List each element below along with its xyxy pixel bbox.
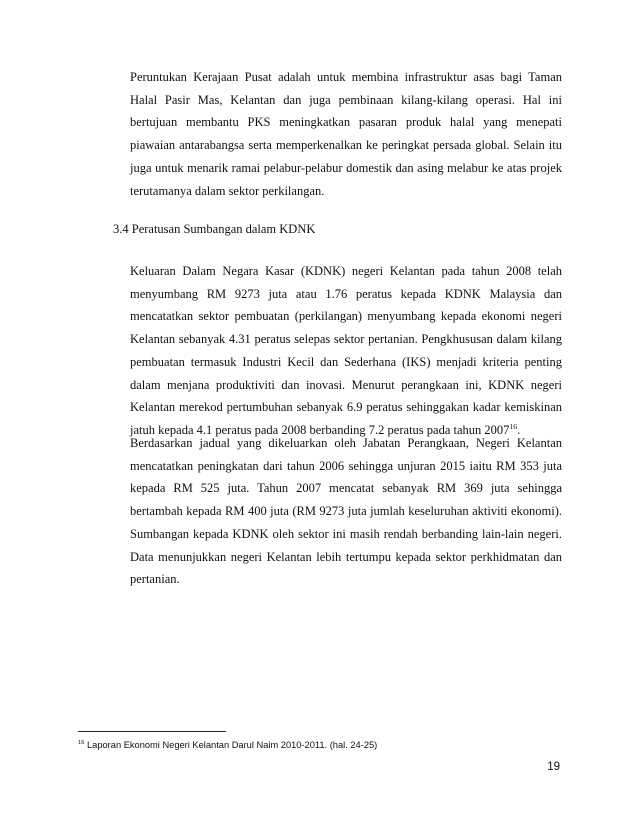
text-line: mencatatkan sektor pembuatan (perkilangan) menyumbang kepada ekonomi negeri xyxy=(130,309,562,324)
text-line: dalam menjana produktiviti dan inovasi. Menurut perangkaan ini, KDNK negeri xyxy=(130,377,562,392)
text-line: Berdasarkan jadual yang dikeluarkan oleh Jabatan Perangkaan, Negeri Kelantan xyxy=(130,436,562,450)
paragraph-kdnk xyxy=(130,260,562,442)
section-heading: 3.4 Peratusan Sumbangan dalam KDNK xyxy=(113,222,316,236)
footnote-divider xyxy=(78,731,226,732)
text-line: pertanian. xyxy=(130,572,180,587)
end-punctuation: . xyxy=(517,422,521,437)
footnote-number: 16 xyxy=(78,739,85,746)
text-line: terutamanya dalam sektor perkilangan. xyxy=(130,183,325,198)
text-line: kepada RM 525 juta. Tahun 2007 mencatat sebanyak RM 369 juta sehingga xyxy=(130,481,562,496)
paragraph-jadual xyxy=(130,432,562,591)
page-number: 19 xyxy=(547,761,560,773)
paragraph-peruntukan xyxy=(130,66,562,202)
footnote-reference[interactable]: 16 xyxy=(509,421,518,431)
text-line: Data menunjukkan negeri Kelantan lebih tertumpu kepada sektor perkhidmatan dan xyxy=(130,549,562,564)
text-line: Kelantan merekod pertumbuhan sebanyak 6.9 peratus sehinggakan kadar kemiskinan xyxy=(130,400,562,415)
text-line: bertambah kepada RM 400 juta (RM 9273 juta jumlah keseluruhan aktiviti ekonomi). xyxy=(130,504,562,519)
footnote-text: Laporan Ekonomi Negeri Kelantan Darul Naim 2010-2011. (hal. 24-25) xyxy=(84,740,378,750)
text-line: bertujuan membantu PKS meningkatkan pasaran produk halal yang menepati xyxy=(130,115,562,130)
text-line: Kelantan sebanyak 4.31 peratus selepas sektor pertanian. Pengkhususan dalam kilang xyxy=(130,332,562,347)
text-line: Sumbangan kepada KDNK oleh sektor ini masih rendah berbanding lain-lain negeri. xyxy=(130,526,562,541)
text-line: mencatatkan peningkatan dari tahun 2006 sehingga unjuran 2015 iaitu RM 353 juta xyxy=(130,458,562,473)
text-line: piawaian antarabangsa serta memperkenalkan ke peringkat persada global. Selain itu xyxy=(130,138,562,153)
text-line: Peruntukan Kerajaan Pusat adalah untuk membina infrastruktur asas bagi Taman xyxy=(130,70,562,84)
text-line: juga untuk menarik ramai pelabur-pelabur domestik dan asing melabur ke atas projek xyxy=(130,160,562,175)
text-line: pembuatan termasuk Industri Kecil dan Sederhana (IKS) menjadi kriteria penting xyxy=(130,354,562,369)
text-line: Halal Pasir Mas, Kelantan dan juga pembinaan kilang-kilang operasi. Hal ini xyxy=(130,92,562,107)
text-line: Keluaran Dalam Negara Kasar (KDNK) negeri Kelantan pada tahun 2008 telah xyxy=(130,264,562,278)
text-line: menyumbang RM 9273 juta atau 1.76 peratus kepada KDNK Malaysia dan xyxy=(130,286,562,301)
footnote xyxy=(78,738,377,752)
text-line: jatuh kepada 4.1 peratus pada 2008 berbanding 7.2 peratus pada tahun 2007 xyxy=(130,422,510,437)
